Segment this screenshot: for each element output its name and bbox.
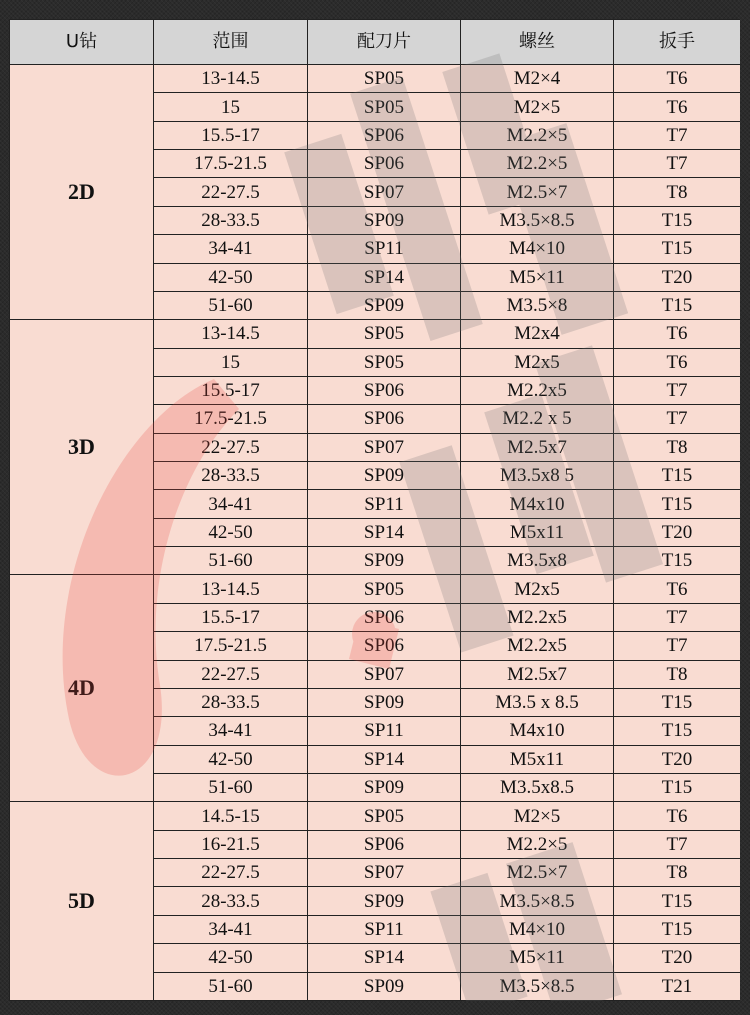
range-cell: 34-41 [154,235,308,263]
range-cell: 15 [154,93,308,121]
range-cell: 15.5-17 [154,603,308,631]
wrench-cell: T7 [614,405,741,433]
header-u-drill: U钻 [10,20,154,65]
screw-cell: M3.5x8 5 [461,462,614,490]
wrench-cell: T7 [614,830,741,858]
range-cell: 15.5-17 [154,121,308,149]
range-cell: 15.5-17 [154,376,308,404]
insert-cell: SP09 [308,688,461,716]
wrench-cell: T20 [614,263,741,291]
screw-cell: M2×5 [461,802,614,830]
range-cell: 13-14.5 [154,65,308,93]
wrench-cell: T8 [614,859,741,887]
screw-cell: M3.5×8 [461,291,614,319]
screw-cell: M3.5 x 8.5 [461,688,614,716]
screw-cell: M2x5 [461,348,614,376]
range-cell: 34-41 [154,490,308,518]
insert-cell: SP06 [308,603,461,631]
insert-cell: SP06 [308,830,461,858]
insert-cell: SP05 [308,575,461,603]
wrench-cell: T6 [614,93,741,121]
screw-cell: M2.2×5 [461,830,614,858]
screw-cell: M5x11 [461,518,614,546]
insert-cell: SP11 [308,717,461,745]
screw-cell: M2.5×7 [461,859,614,887]
insert-cell: SP06 [308,150,461,178]
range-cell: 28-33.5 [154,887,308,915]
insert-cell: SP07 [308,178,461,206]
range-cell: 28-33.5 [154,206,308,234]
range-cell: 51-60 [154,773,308,801]
insert-cell: SP11 [308,235,461,263]
screw-cell: M3.5×8.5 [461,972,614,1001]
screw-cell: M3.5×8.5 [461,887,614,915]
wrench-cell: T7 [614,121,741,149]
insert-cell: SP05 [308,65,461,93]
range-cell: 15 [154,348,308,376]
screw-cell: M2.2 x 5 [461,405,614,433]
range-cell: 51-60 [154,547,308,575]
screw-cell: M2.2×5 [461,121,614,149]
screw-cell: M2x4 [461,320,614,348]
wrench-cell: T7 [614,150,741,178]
wrench-cell: T6 [614,65,741,93]
screw-cell: M2×5 [461,93,614,121]
spec-sheet [9,19,740,1001]
wrench-cell: T15 [614,688,741,716]
table-row [10,65,741,93]
range-cell: 42-50 [154,944,308,972]
wrench-cell: T6 [614,802,741,830]
insert-cell: SP06 [308,376,461,404]
table-row [10,320,741,348]
range-cell: 22-27.5 [154,433,308,461]
wrench-cell: T15 [614,717,741,745]
range-cell: 34-41 [154,915,308,943]
range-cell: 17.5-21.5 [154,405,308,433]
header-wrench: 扳手 [614,20,741,65]
wrench-cell: T20 [614,944,741,972]
wrench-cell: T7 [614,603,741,631]
screw-cell: M2.5x7 [461,433,614,461]
insert-cell: SP05 [308,93,461,121]
wrench-cell: T6 [614,575,741,603]
wrench-cell: T15 [614,773,741,801]
insert-cell: SP14 [308,944,461,972]
header-insert: 配刀片 [308,20,461,65]
screw-cell: M3.5x8.5 [461,773,614,801]
group-label: 3D [10,320,154,575]
insert-cell: SP09 [308,547,461,575]
range-cell: 42-50 [154,745,308,773]
screw-cell: M4x10 [461,490,614,518]
wrench-cell: T6 [614,348,741,376]
insert-cell: SP09 [308,291,461,319]
range-cell: 13-14.5 [154,320,308,348]
wrench-cell: T20 [614,745,741,773]
wrench-cell: T7 [614,376,741,404]
wrench-cell: T15 [614,490,741,518]
range-cell: 42-50 [154,263,308,291]
range-cell: 51-60 [154,291,308,319]
wrench-cell: T15 [614,547,741,575]
insert-cell: SP07 [308,859,461,887]
screw-cell: M5x11 [461,745,614,773]
range-cell: 34-41 [154,717,308,745]
screw-cell: M4x10 [461,717,614,745]
group-label: 5D [10,802,154,1001]
wrench-cell: T8 [614,660,741,688]
insert-cell: SP14 [308,518,461,546]
insert-cell: SP07 [308,660,461,688]
wrench-cell: T21 [614,972,741,1001]
range-cell: 17.5-21.5 [154,150,308,178]
range-cell: 22-27.5 [154,178,308,206]
insert-cell: SP09 [308,462,461,490]
wrench-cell: T15 [614,915,741,943]
screw-cell: M5×11 [461,263,614,291]
screw-cell: M2×4 [461,65,614,93]
insert-cell: SP05 [308,320,461,348]
group-label: 4D [10,575,154,802]
group-label: 2D [10,65,154,320]
insert-cell: SP06 [308,632,461,660]
insert-cell: SP14 [308,745,461,773]
range-cell: 16-21.5 [154,830,308,858]
screw-cell: M3.5×8.5 [461,206,614,234]
screw-cell: M2.2x5 [461,603,614,631]
screw-cell: M3.5x8 [461,547,614,575]
range-cell: 42-50 [154,518,308,546]
header-screw: 螺丝 [461,20,614,65]
screw-cell: M4×10 [461,235,614,263]
insert-cell: SP05 [308,802,461,830]
insert-cell: SP09 [308,887,461,915]
wrench-cell: T15 [614,462,741,490]
insert-cell: SP09 [308,972,461,1001]
range-cell: 22-27.5 [154,859,308,887]
insert-cell: SP06 [308,121,461,149]
range-cell: 17.5-21.5 [154,632,308,660]
table-row [10,575,741,603]
screw-cell: M2.5×7 [461,178,614,206]
header-row [10,20,741,65]
range-cell: 22-27.5 [154,660,308,688]
wrench-cell: T15 [614,206,741,234]
range-cell: 28-33.5 [154,462,308,490]
screw-cell: M2.5x7 [461,660,614,688]
insert-cell: SP07 [308,433,461,461]
u-drill-spec-table [9,19,740,1001]
screw-cell: M4×10 [461,915,614,943]
wrench-cell: T15 [614,235,741,263]
insert-cell: SP09 [308,206,461,234]
insert-cell: SP09 [308,773,461,801]
insert-cell: SP11 [308,915,461,943]
screw-cell: M2.2x5 [461,632,614,660]
range-cell: 51-60 [154,972,308,1001]
screw-cell: M2x5 [461,575,614,603]
wrench-cell: T7 [614,632,741,660]
header-range: 范围 [154,20,308,65]
table-body [10,65,741,1001]
wrench-cell: T6 [614,320,741,348]
insert-cell: SP14 [308,263,461,291]
wrench-cell: T20 [614,518,741,546]
range-cell: 14.5-15 [154,802,308,830]
range-cell: 28-33.5 [154,688,308,716]
table-row [10,802,741,830]
insert-cell: SP05 [308,348,461,376]
screw-cell: M5×11 [461,944,614,972]
wrench-cell: T15 [614,887,741,915]
range-cell: 13-14.5 [154,575,308,603]
wrench-cell: T8 [614,178,741,206]
wrench-cell: T15 [614,291,741,319]
insert-cell: SP06 [308,405,461,433]
insert-cell: SP11 [308,490,461,518]
wrench-cell: T8 [614,433,741,461]
screw-cell: M2.2×5 [461,150,614,178]
screw-cell: M2.2x5 [461,376,614,404]
